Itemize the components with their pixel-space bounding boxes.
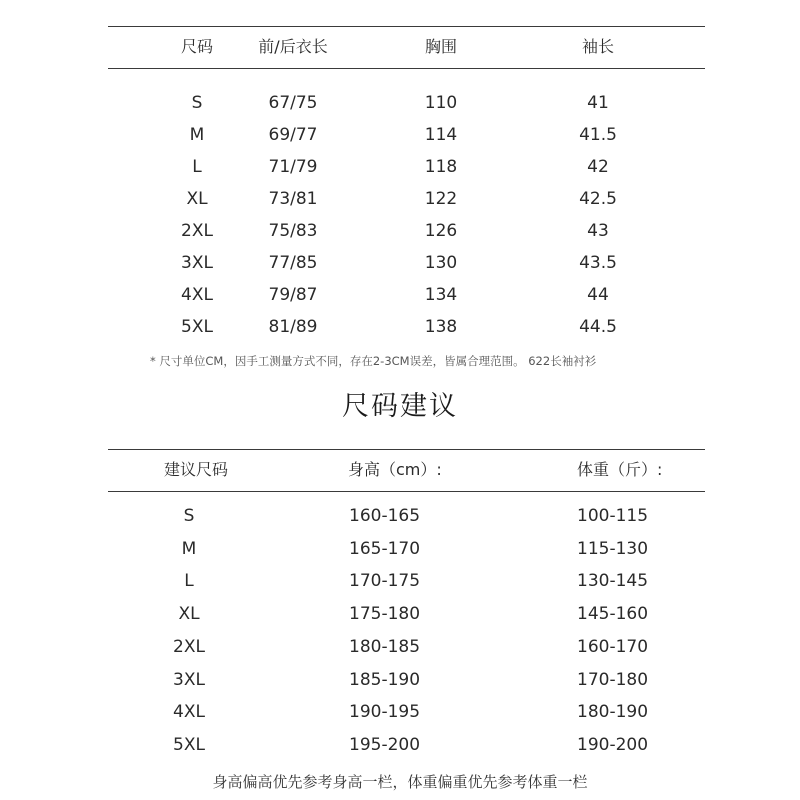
size-note: * 尺寸单位CM，因手工测量方式不同，存在2-3CM误差，皆属合理范围。 622长袖衬衫 <box>150 354 597 368</box>
size-table-chest-cell: 122 <box>424 189 458 209</box>
size-table-header-sleeve: 袖长 <box>581 37 615 56</box>
recommend-height-cell: 190-195 <box>349 702 421 723</box>
size-table-length-cell: 77/85 <box>268 253 318 273</box>
size-table-length-cell: 69/77 <box>268 125 318 145</box>
size-table-sleeve-cell: 42.5 <box>579 189 617 209</box>
recommend-weight-cell: 100-115 <box>577 506 649 526</box>
size-table-length-cell: 71/79 <box>268 157 318 177</box>
size-table-size-cell: 2XL <box>181 221 213 241</box>
recommend-table-top-rule <box>108 449 705 450</box>
size-table-chest-cell: 118 <box>424 157 458 177</box>
recommend-size-cell: 4XL <box>173 702 205 723</box>
recommend-weight-cell: 115-130 <box>577 538 649 559</box>
size-table-sleeve-cell: 41.5 <box>579 125 617 145</box>
recommend-footer-note: 身高偏高优先参考身高一栏，体重偏重优先参考体重一栏 <box>212 773 588 791</box>
recommend-header-rule <box>108 491 705 492</box>
recommend-weight-cell: 190-200 <box>577 734 649 755</box>
size-table-sleeve-cell: 43 <box>587 221 609 241</box>
size-table-chest-cell: 138 <box>424 317 458 337</box>
recommend-size-cell: L <box>184 571 194 592</box>
recommend-header-height: 身高（cm）: <box>348 460 442 479</box>
size-table-sleeve-cell: 42 <box>587 157 609 177</box>
recommend-height-cell: 165-170 <box>349 538 421 559</box>
size-table-top-rule <box>108 26 705 27</box>
recommend-weight-cell: 180-190 <box>577 702 649 723</box>
size-table-header-rule <box>108 68 705 69</box>
size-table-length-cell: 81/89 <box>268 317 318 337</box>
recommend-weight-cell: 170-180 <box>577 669 649 690</box>
size-table-header-length: 前/后衣长 <box>258 37 328 56</box>
size-table-length-cell: 67/75 <box>268 93 318 113</box>
size-table-chest-cell: 114 <box>424 125 458 145</box>
size-table-length-cell: 79/87 <box>268 285 318 305</box>
size-table-size-cell: L <box>192 157 202 177</box>
recommend-size-cell: S <box>183 506 195 526</box>
recommend-size-cell: M <box>181 538 197 559</box>
size-table-chest-cell: 130 <box>424 253 458 273</box>
recommend-weight-cell: 160-170 <box>577 636 649 657</box>
size-table-header-size: 尺码 <box>180 37 214 56</box>
size-table-chest-cell: 134 <box>424 285 458 305</box>
recommend-height-cell: 160-165 <box>349 506 421 526</box>
size-table-chest-cell: 126 <box>424 221 458 241</box>
recommend-weight-cell: 145-160 <box>577 604 649 625</box>
size-table-size-cell: 3XL <box>181 253 213 273</box>
size-table-size-cell: 5XL <box>181 317 213 337</box>
recommend-size-cell: 2XL <box>173 636 205 657</box>
size-table-header-chest: 胸围 <box>424 37 458 56</box>
recommend-height-cell: 185-190 <box>349 669 421 690</box>
recommend-weight-cell: 130-145 <box>577 571 649 592</box>
size-table-chest-cell: 110 <box>424 93 458 113</box>
size-table-sleeve-cell: 44.5 <box>579 317 617 337</box>
recommend-size-cell: 5XL <box>173 734 205 755</box>
size-table-length-cell: 75/83 <box>268 221 318 241</box>
recommend-header-size: 建议尺码 <box>163 460 229 479</box>
recommend-height-cell: 170-175 <box>349 571 421 592</box>
recommend-size-cell: 3XL <box>173 669 205 690</box>
size-table-length-cell: 73/81 <box>268 189 318 209</box>
recommend-height-cell: 195-200 <box>349 734 421 755</box>
recommend-height-cell: 175-180 <box>349 604 421 625</box>
recommend-header-weight: 体重（斤）: <box>577 460 663 479</box>
size-table-size-cell: 4XL <box>181 285 213 305</box>
recommend-size-cell: XL <box>178 604 200 625</box>
recommend-title: 尺码建议 <box>342 391 458 422</box>
size-table-size-cell: M <box>189 125 205 145</box>
recommend-height-cell: 180-185 <box>349 636 421 657</box>
size-table-sleeve-cell: 43.5 <box>579 253 617 273</box>
size-table-sleeve-cell: 41 <box>587 93 609 113</box>
size-table-size-cell: XL <box>186 189 208 209</box>
size-table-sleeve-cell: 44 <box>587 285 609 305</box>
size-table-size-cell: S <box>191 93 203 113</box>
